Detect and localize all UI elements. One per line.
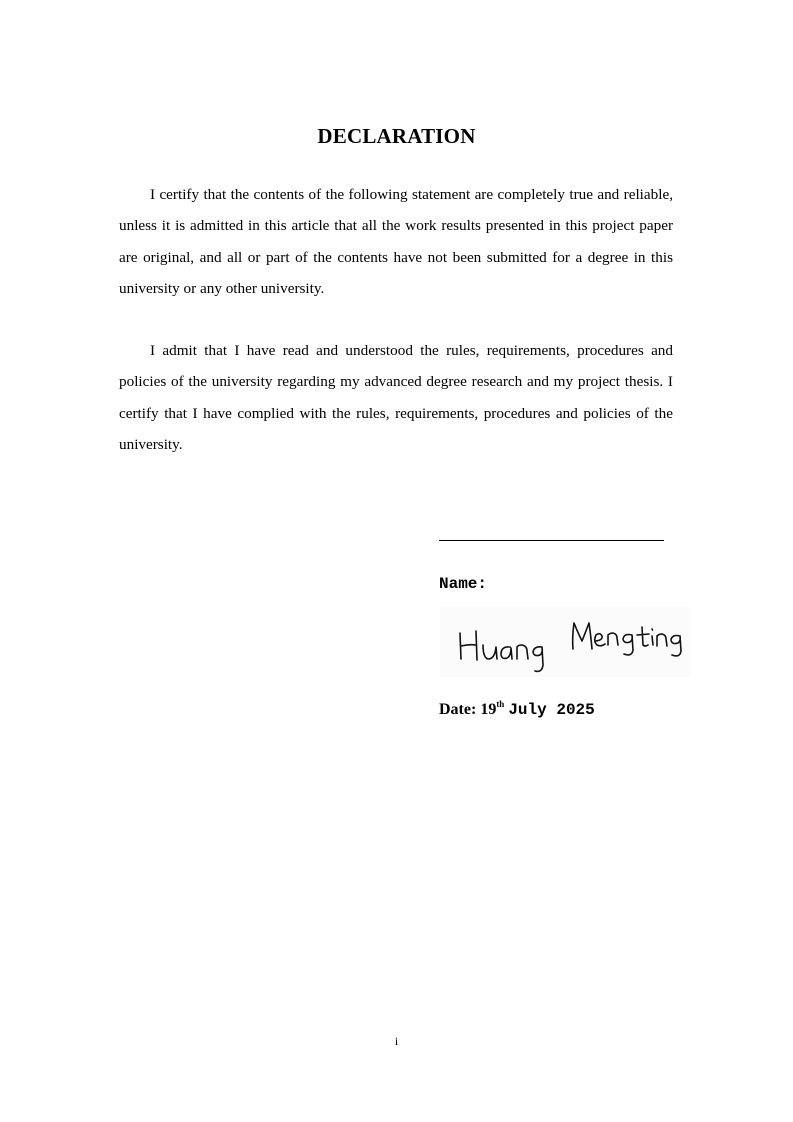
declaration-paragraph-2: I admit that I have read and understood the rules, requirements, procedures and policies of the university regarding my advanced degree research and my project thesis. I certify that I have complied with the rules, requirements, procedures and policies of the university. bbox=[119, 342, 673, 453]
handwritten-signature bbox=[440, 607, 690, 677]
signature-drawing bbox=[440, 607, 690, 677]
declaration-paragraph-1: I certify that the contents of the following statement are completely true and reliable, unless it is admitted in this article that all the work results presented in this project paper are original, and all or part of the contents have not been submitted for a degree in this university or any other university. bbox=[119, 186, 673, 297]
date-ordinal-suffix: th bbox=[496, 699, 505, 709]
page-title: DECLARATION bbox=[317, 124, 476, 148]
page-number: i bbox=[394, 1034, 399, 1048]
date-day: 19 bbox=[480, 701, 497, 718]
date-month-year: July 2025 bbox=[508, 701, 595, 719]
signature-line bbox=[439, 540, 664, 541]
date-label: Date: bbox=[439, 701, 477, 718]
name-label: Name: bbox=[439, 575, 488, 593]
date-line bbox=[439, 699, 595, 719]
